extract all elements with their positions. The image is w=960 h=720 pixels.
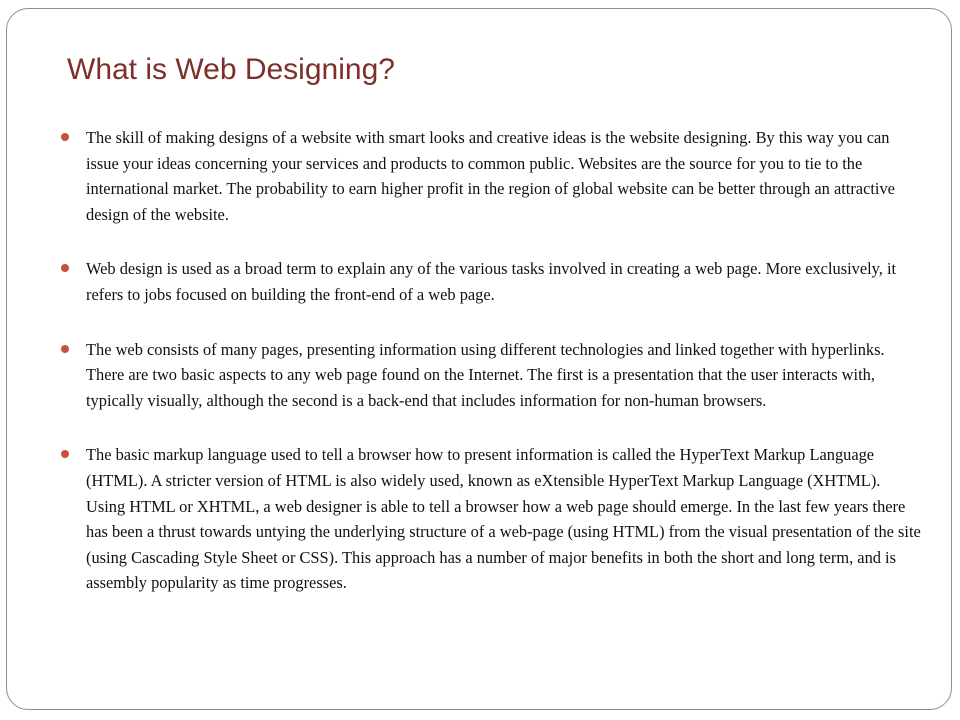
bullet-item bbox=[61, 125, 921, 227]
bullet-text: The basic markup language used to tell a browser how to present information is called the HyperText Markup Language (HTML). A stricter version of HTML is also widely used, known as eXtensible HyperText Markup Language (XHTML). Using HTML or XHTML, a web designer is able to tell a browser how a web page should emerge. In the last few years there has been a thrust towards untying the underlying structure of a web-page (using HTML) from the visual presentation of the site (using Cascading Style Sheet or CSS). This approach has a number of major benefits in both the short and long term, and is assembly popularity as time progresses. bbox=[86, 445, 921, 593]
bullet-text: The web consists of many pages, presenting information using different technologies and linked together with hyperlinks. There are two basic aspects to any web page found on the Internet. The first is a presentation that the user interacts with, typically visually, although the second is a back-end that includes information for non-human browsers. bbox=[86, 339, 885, 410]
bullet-item bbox=[61, 442, 921, 596]
bullet-text: Web design is used as a broad term to explain any of the various tasks involved in creating a web page. More exclusively, it refers to jobs focused on building the front-end of a web page. bbox=[86, 259, 897, 304]
slide-frame bbox=[6, 8, 952, 710]
bullet-list bbox=[61, 125, 921, 596]
bullet-item bbox=[61, 256, 921, 307]
bullet-dot-icon bbox=[61, 264, 69, 272]
bullet-dot-icon bbox=[61, 450, 69, 458]
slide-title: What is Web Designing? bbox=[67, 53, 395, 86]
bullet-dot-icon bbox=[61, 345, 69, 353]
bullet-dot-icon bbox=[61, 133, 69, 141]
bullet-text: The skill of making designs of a website with smart looks and creative ideas is the website designing. By this way you can issue your ideas concerning your services and products to common public. Websites are the source for you to tie to the international market. The probability to earn higher profit in the region of global website can be better through an attractive design of the website. bbox=[86, 128, 895, 224]
bullet-item bbox=[61, 337, 921, 414]
